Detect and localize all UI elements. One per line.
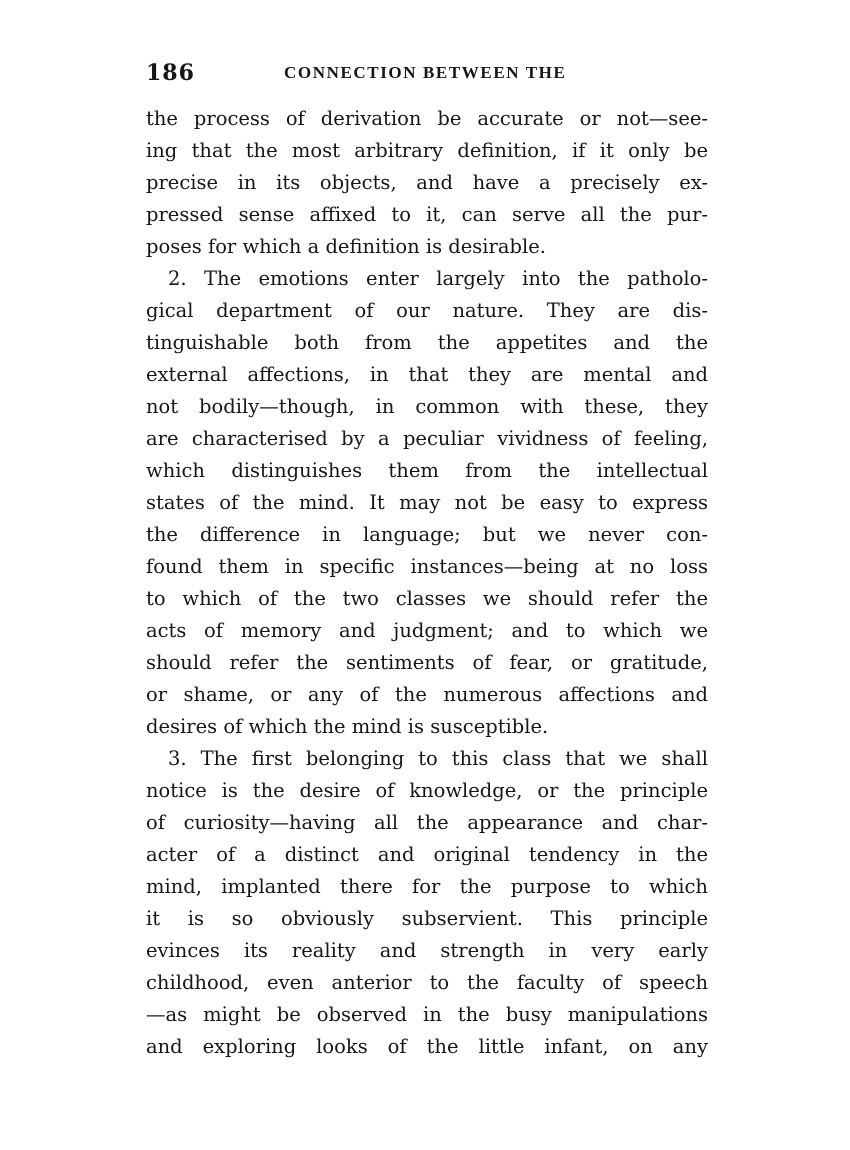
- text-line: the difference in language; but we never con-: [146, 523, 708, 546]
- text-line: 2. The emotions enter largely into the patholo-: [168, 267, 708, 290]
- text-line: or shame, or any of the numerous affections and: [146, 683, 708, 706]
- body-text: [146, 103, 708, 1063]
- text-line: gical department of our nature. They are dis-: [146, 299, 708, 322]
- text-line: ing that the most arbitrary definition, if it only be: [146, 139, 708, 162]
- text-line: found them in specific instances—being at no loss: [146, 555, 708, 578]
- text-line: it is so obviously subservient. This principle: [146, 907, 708, 930]
- text-line: precise in its objects, and have a precisely ex-: [146, 171, 708, 194]
- page-number: 186: [146, 60, 195, 86]
- text-line: and exploring looks of the little infant, on any: [146, 1035, 708, 1058]
- text-line: the process of derivation be accurate or not—see-: [146, 107, 708, 130]
- text-line: acter of a distinct and original tendency in the: [146, 843, 708, 866]
- text-line: not bodily—though, in common with these, they: [146, 395, 708, 418]
- text-line: acts of memory and judgment; and to which we: [146, 619, 708, 642]
- text-line: 3. The first belonging to this class that we shall: [168, 747, 708, 770]
- text-line: mind, implanted there for the purpose to which: [146, 875, 708, 898]
- running-head: [146, 60, 708, 88]
- text-line: tinguishable both from the appetites and the: [146, 331, 708, 354]
- running-title: CONNECTION BETWEEN THE: [284, 63, 567, 82]
- text-line: pressed sense affixed to it, can serve all the pur-: [146, 203, 708, 226]
- text-line: states of the mind. It may not be easy to express: [146, 491, 708, 514]
- text-line: notice is the desire of knowledge, or the principle: [146, 779, 708, 802]
- text-line: should refer the sentiments of fear, or gratitude,: [146, 651, 708, 674]
- text-line: external affections, in that they are mental and: [146, 363, 708, 386]
- text-line: poses for which a definition is desirable.: [146, 235, 546, 258]
- text-line: desires of which the mind is susceptible.: [146, 715, 549, 738]
- text-line: which distinguishes them from the intellectual: [146, 459, 708, 482]
- text-line: to which of the two classes we should refer the: [146, 587, 708, 610]
- text-line: —as might be observed in the busy manipulations: [146, 1003, 708, 1026]
- text-line: of curiosity—having all the appearance and char-: [146, 811, 708, 834]
- text-line: childhood, even anterior to the faculty of speech: [146, 971, 708, 994]
- text-line: evinces its reality and strength in very early: [146, 939, 708, 962]
- text-line: are characterised by a peculiar vividness of feeling,: [146, 427, 708, 450]
